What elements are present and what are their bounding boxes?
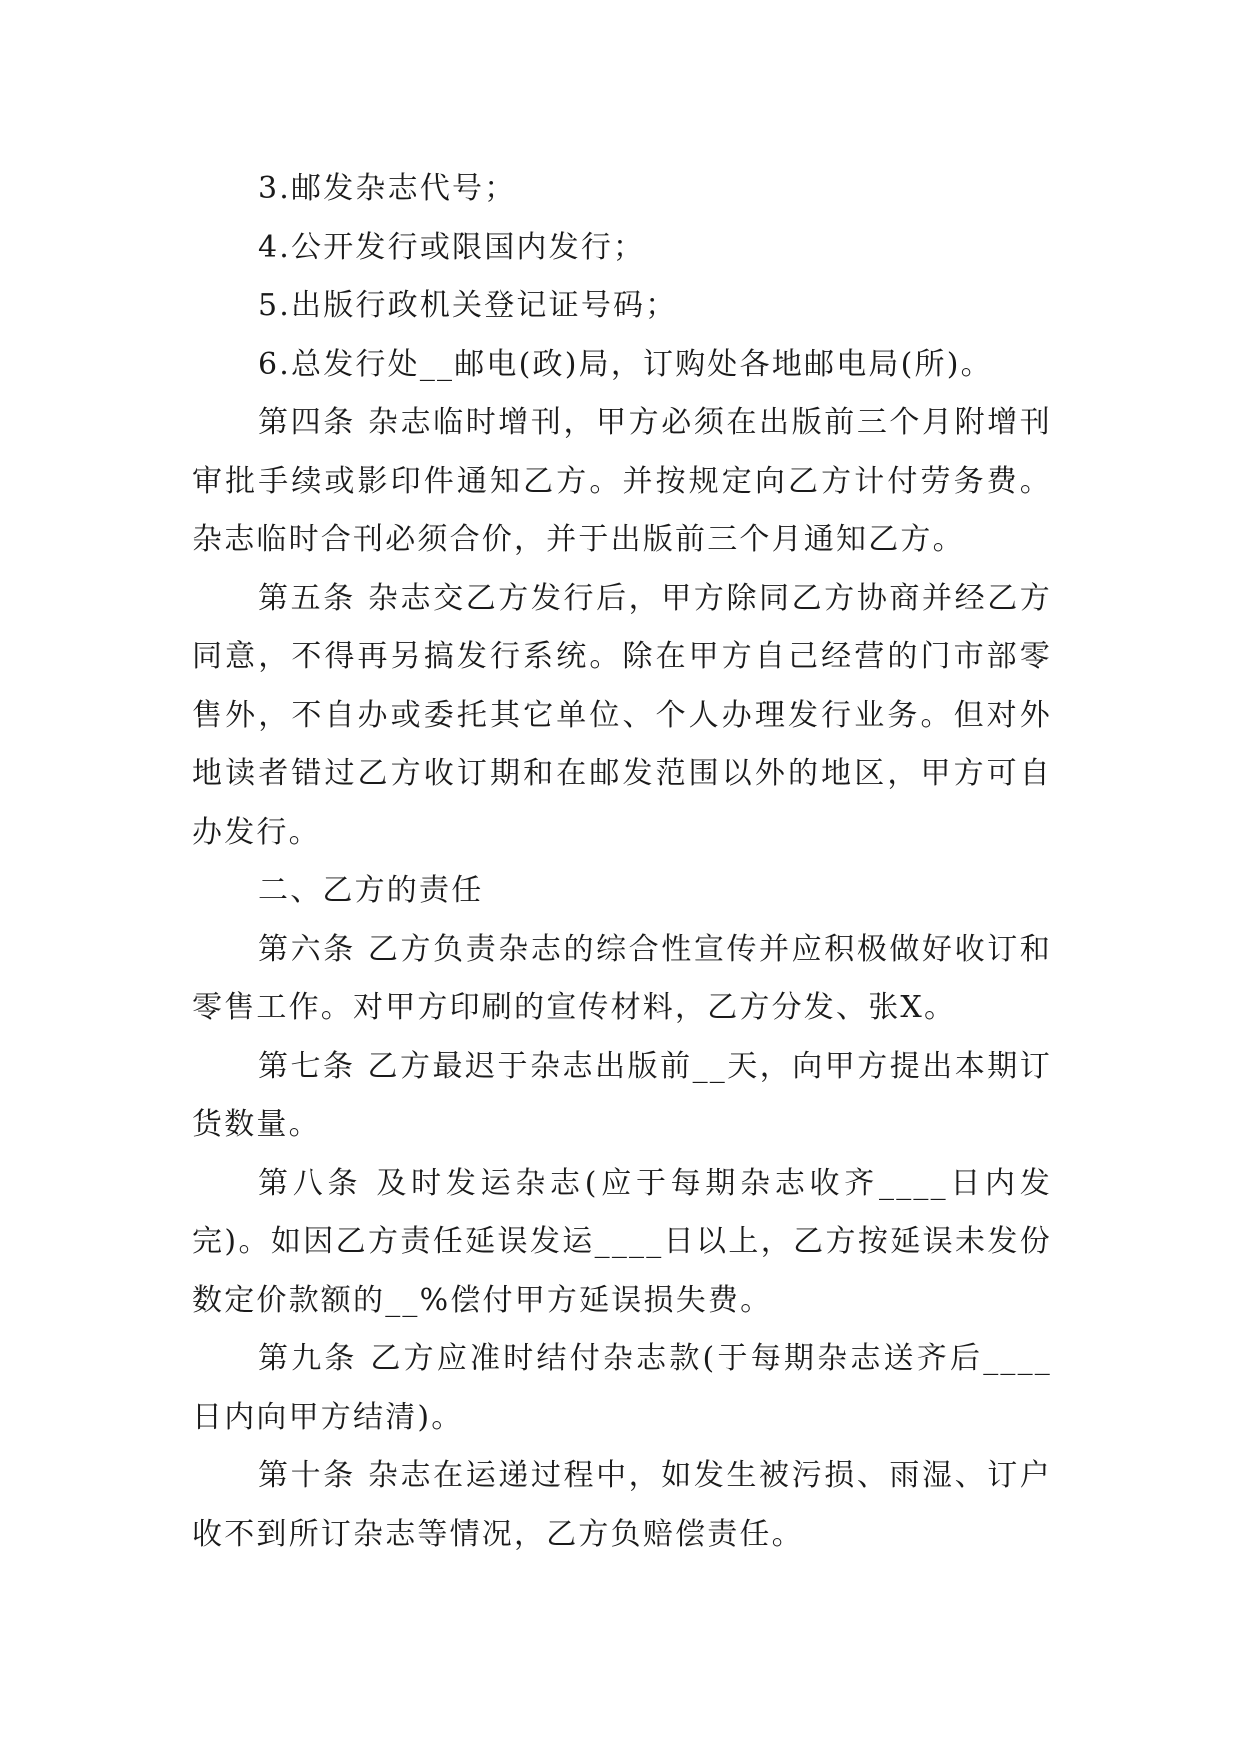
document-body: [192, 160, 1052, 1564]
article-5: 第五条 杂志交乙方发行后，甲方除同乙方协商并经乙方同意，不得再另搞发行系统。除在甲方自己经营的门市部零售外，不自办或委托其它单位、个人办理发行业务。但对外地读者错过乙方收订期和在邮发范围以外的地区，甲方可自办发行。: [192, 580, 1052, 850]
paragraph-item-3: 3.邮发杂志代号；: [258, 171, 517, 206]
article-9: 第九条 乙方应准时结付杂志款(于每期杂志送齐后____日内向甲方结清)。: [192, 1341, 1052, 1435]
paragraph-item-4: 4.公开发行或限国内发行；: [258, 229, 646, 265]
article-6: 第六条 乙方负责杂志的综合性宣传并应积极做好收订和零售工作。对甲方印刷的宣传材料，乙方分发、张X。: [192, 931, 1052, 1025]
article-8: 第八条 及时发运杂志(应于每期杂志收齐____日内发完)。如因乙方责任延误发运____日以上，乙方按延误未发份数定价款额的__%偿付甲方延误损失费。: [192, 1165, 1052, 1318]
article-10: 第十条 杂志在运递过程中，如发生被污损、雨湿、订户收不到所订杂志等情况，乙方负赔偿责任。: [192, 1458, 1052, 1552]
section-heading-party-b: 二、乙方的责任: [258, 873, 484, 908]
paragraph-item-5: 5.出版行政机关登记证号码；: [258, 288, 678, 323]
article-7: 第七条 乙方最迟于杂志出版前__天，向甲方提出本期订货数量。: [192, 1048, 1052, 1142]
article-4: 第四条 杂志临时增刊，甲方必须在出版前三个月附增刊审批手续或影印件通知乙方。并按规定向乙方计付劳务费。杂志临时合刊必须合价，并于出版前三个月通知乙方。: [192, 405, 1052, 557]
paragraph-item-6: 6.总发行处__邮电(政)局，订购处各地邮电局(所)。: [258, 346, 993, 382]
